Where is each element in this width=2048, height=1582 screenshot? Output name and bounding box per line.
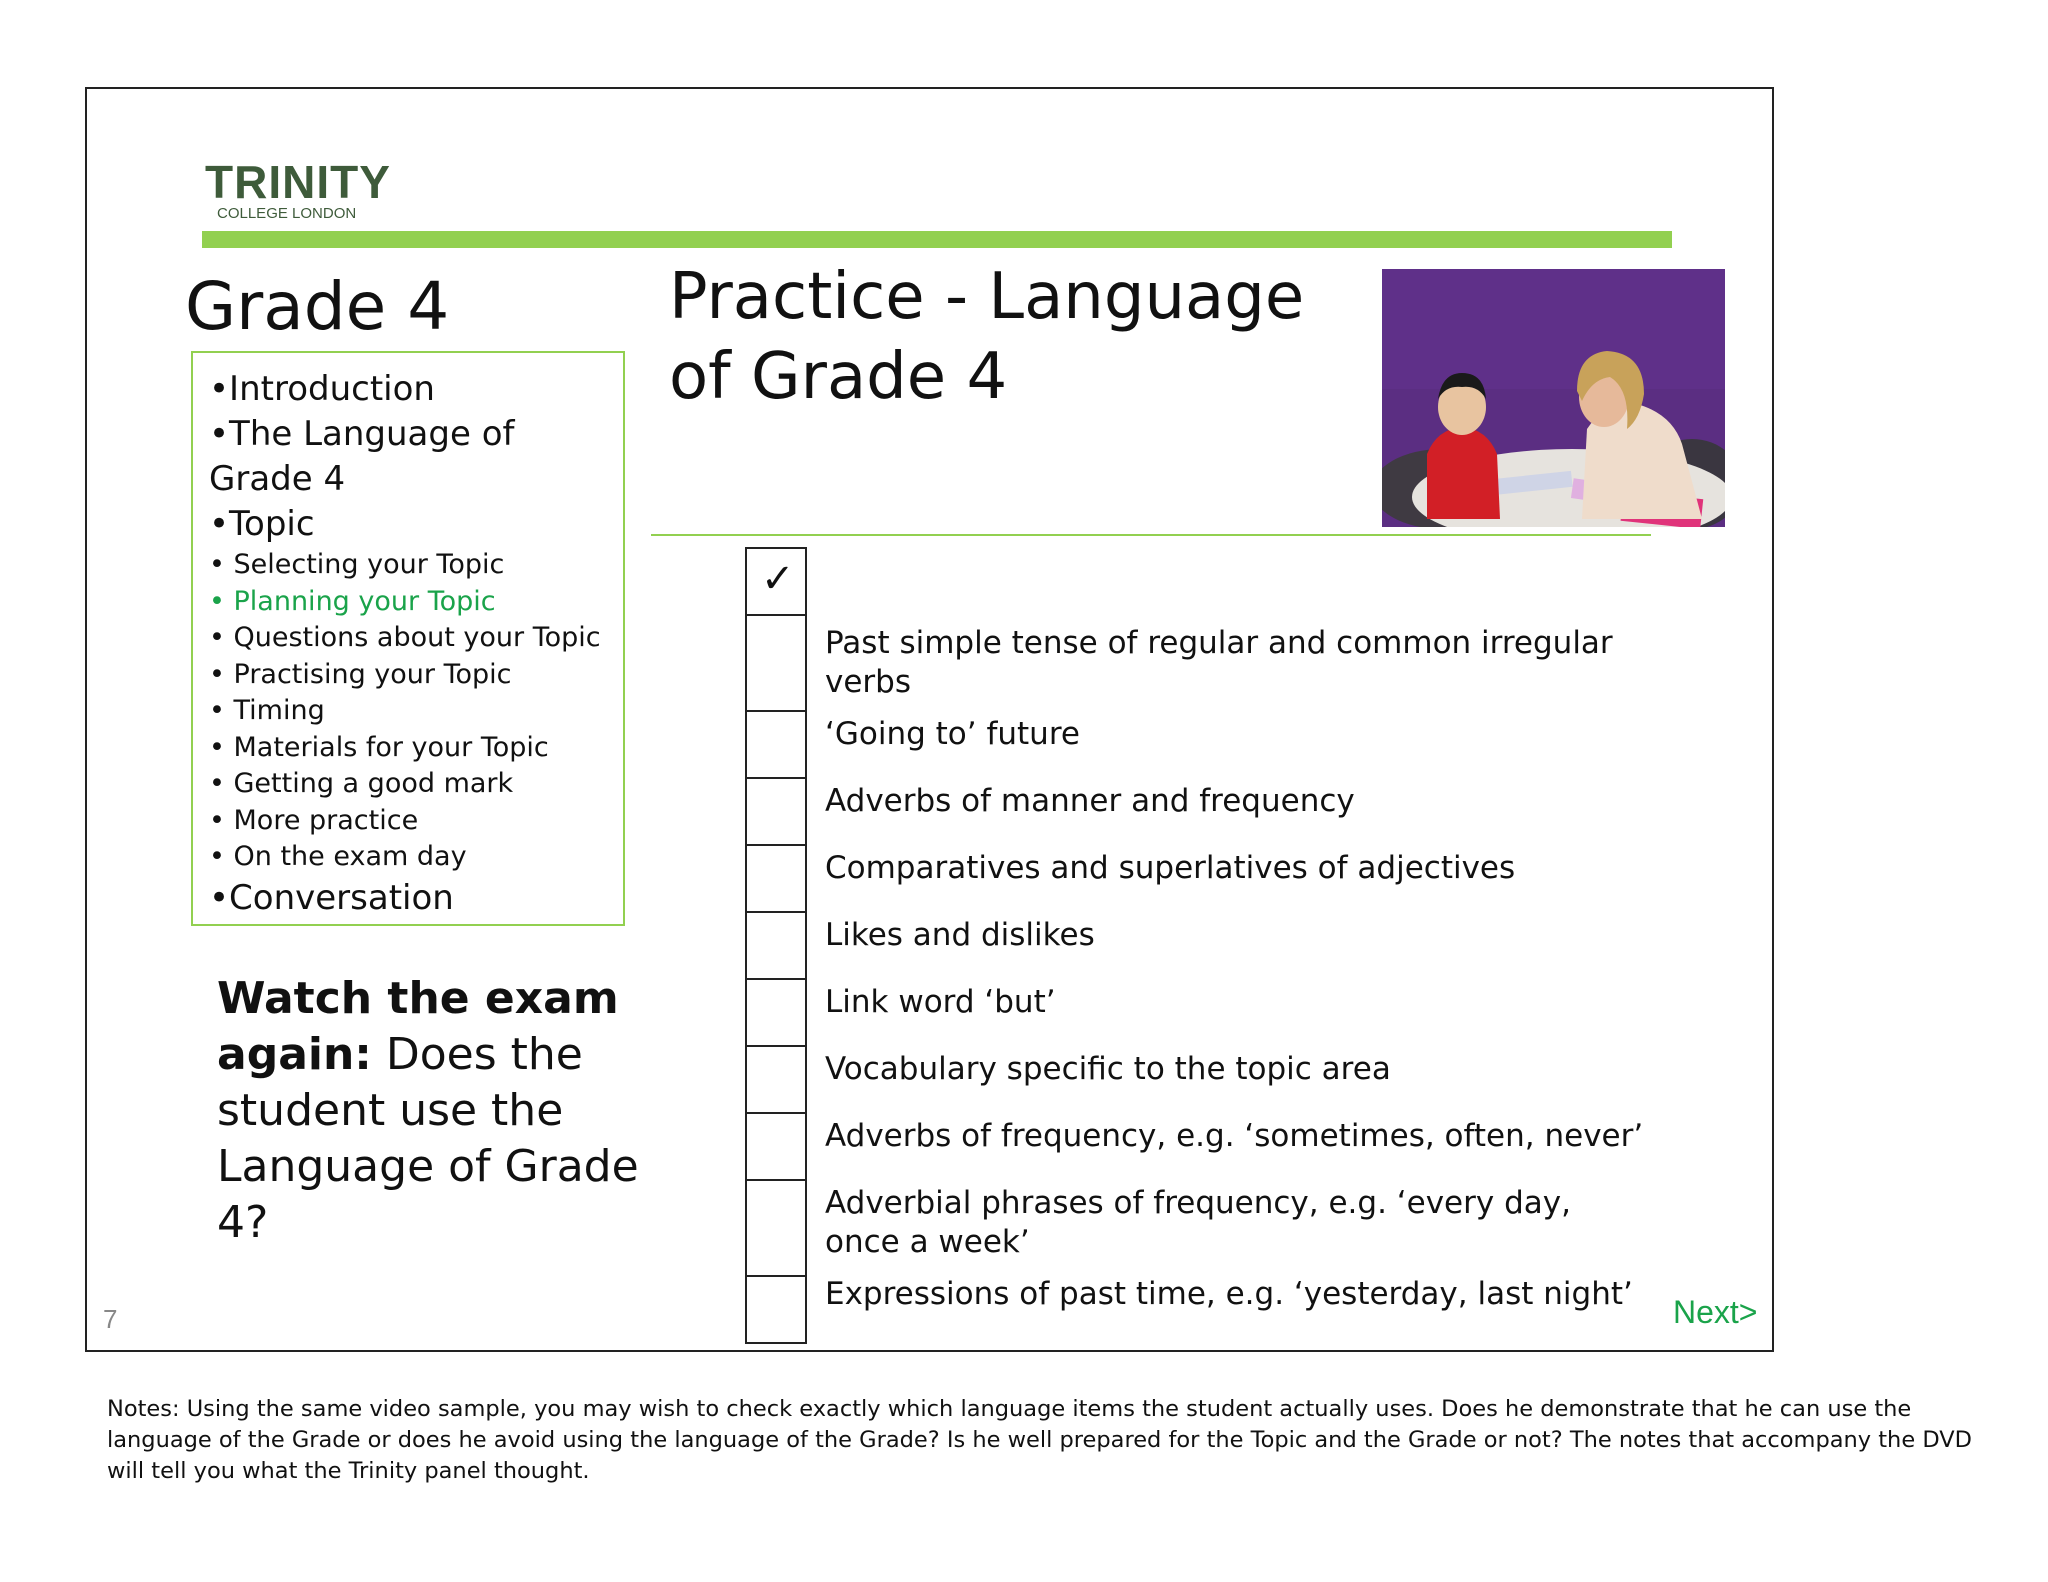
checklist-item-label xyxy=(825,849,1515,888)
page-number: 7 xyxy=(103,1304,118,1334)
slide xyxy=(85,87,1774,1352)
checkbox[interactable] xyxy=(745,844,807,913)
checklist-item-line: Expressions of past time, e.g. ‘yesterday, last night’ xyxy=(825,1276,1633,1312)
checklist-item-line: verbs xyxy=(825,664,911,700)
watch-prompt-text: Does the student use the Language of Grade 4? xyxy=(217,1029,639,1248)
sidebar-menu-item[interactable]: • Materials for your Topic xyxy=(209,731,549,763)
next-link[interactable]: Next> xyxy=(1673,1294,1758,1330)
checklist-item-label xyxy=(825,782,1355,821)
checklist-row xyxy=(745,1275,1635,1342)
sidebar-menu-item[interactable]: •Topic xyxy=(209,504,315,544)
checklist-row xyxy=(745,614,1635,710)
checklist-item-label xyxy=(825,1275,1633,1314)
checklist-item-label xyxy=(825,1184,1571,1262)
checklist-item-line: Link word ‘but’ xyxy=(825,984,1056,1020)
checklist-item-line: Adverbial phrases of frequency, e.g. ‘every day, xyxy=(825,1185,1571,1221)
checklist-row xyxy=(745,911,1635,978)
checklist-row xyxy=(745,710,1635,777)
checklist-item-line: Adverbs of manner and frequency xyxy=(825,783,1355,819)
checklist-item-line: once a week’ xyxy=(825,1224,1030,1260)
checklist-item-line: Adverbs of frequency, e.g. ‘sometimes, often, never’ xyxy=(825,1118,1644,1154)
page-title-line-2: of Grade 4 xyxy=(669,340,1008,414)
exam-video-thumbnail[interactable] xyxy=(1382,269,1725,527)
checklist-item-label xyxy=(825,1117,1643,1156)
sidebar-menu-item[interactable]: •Conversation xyxy=(209,877,454,918)
checklist-item-line: Past simple tense of regular and common irregular xyxy=(825,625,1613,661)
checklist-item-line: ‘Going to’ future xyxy=(825,716,1080,752)
watch-prompt-bold: Watch the exam again: xyxy=(217,973,619,1080)
video-still-image xyxy=(1382,269,1725,527)
sidebar-menu-item[interactable]: • Selecting your Topic xyxy=(209,549,505,580)
checklist-item-line: Likes and dislikes xyxy=(825,917,1095,953)
checklist-item-line: Vocabulary specific to the topic area xyxy=(825,1051,1391,1087)
sidebar-menu-item[interactable]: • On the exam day xyxy=(209,841,467,872)
sidebar-menu-item[interactable]: • Getting a good mark xyxy=(209,768,514,799)
checkbox[interactable] xyxy=(745,1045,807,1114)
checklist-row xyxy=(745,978,1635,1045)
checkbox[interactable] xyxy=(745,1112,807,1181)
header-accent-bar xyxy=(202,231,1672,248)
checkbox[interactable] xyxy=(745,911,807,980)
grade-title: Grade 4 xyxy=(185,268,450,345)
checklist-row xyxy=(745,1045,1635,1112)
sidebar-menu xyxy=(191,351,625,926)
checkbox[interactable] xyxy=(745,777,807,846)
page-title-line-1: Practice - Language xyxy=(669,260,1305,334)
checklist-row xyxy=(745,844,1635,911)
sidebar-menu-item[interactable]: • More practice xyxy=(209,804,419,836)
checklist-row xyxy=(745,1112,1644,1179)
sidebar-menu-item[interactable]: • Planning your Topic xyxy=(209,585,496,617)
checklist-item-label xyxy=(825,983,1056,1022)
sidebar-menu-item[interactable]: • Practising your Topic xyxy=(209,658,512,690)
sidebar-menu-item[interactable]: •The Language of xyxy=(209,414,515,454)
checkbox[interactable] xyxy=(745,978,807,1047)
checkbox[interactable] xyxy=(745,1275,807,1344)
trinity-logo xyxy=(205,156,465,222)
speaker-notes: Notes: Using the same video sample, you may wish to check exactly which language items the student actually uses. Does he demonstrate that he can use the language of the Grade or does he avoid using the language of the Grade? Is he well prepared for the Topic and the Grade or not? The notes that accompany the DVD will tell you what the Trinity panel thought. xyxy=(107,1396,1972,1484)
logo-subtitle: COLLEGE LONDON xyxy=(217,205,357,222)
checklist-row xyxy=(745,777,1635,844)
header-tick-box[interactable] xyxy=(745,547,807,616)
checklist-row xyxy=(745,547,1635,614)
logo-wordmark: TRINITY xyxy=(205,156,391,208)
page-title xyxy=(669,257,1329,417)
checklist-row xyxy=(745,1179,1635,1275)
heading-divider xyxy=(651,534,1651,536)
checklist-item-label xyxy=(825,916,1095,955)
checklist-item-line: Comparatives and superlatives of adjectives xyxy=(825,850,1516,886)
checkbox[interactable] xyxy=(745,1179,807,1277)
checklist-item-label xyxy=(825,1050,1391,1089)
sidebar-menu-item[interactable]: • Questions about your Topic xyxy=(209,622,601,653)
sidebar-menu-item[interactable]: • Timing xyxy=(209,695,325,726)
checkbox[interactable] xyxy=(745,614,807,712)
checklist-item-label xyxy=(825,624,1613,702)
checkmark-icon: ✓ xyxy=(761,556,795,602)
sidebar-menu-item[interactable]: Grade 4 xyxy=(209,459,346,499)
checkbox[interactable] xyxy=(745,710,807,779)
sidebar-menu-item[interactable]: •Introduction xyxy=(209,369,435,409)
watch-prompt xyxy=(217,971,657,1251)
checklist-item-label xyxy=(825,715,1080,754)
